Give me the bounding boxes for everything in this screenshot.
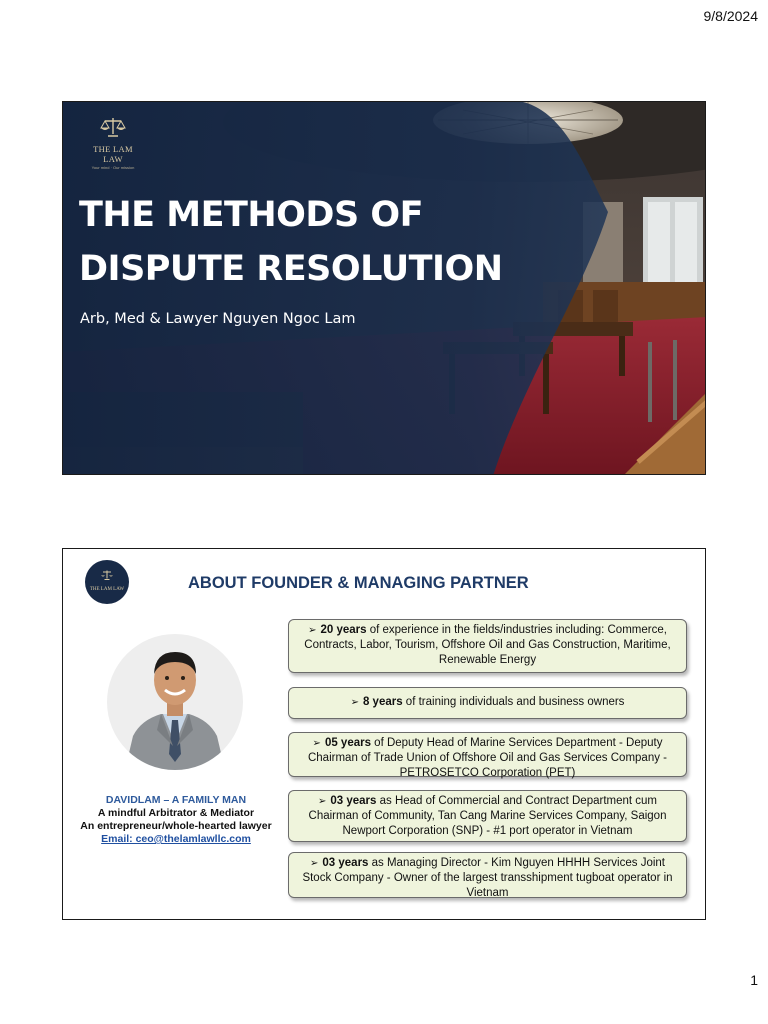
founder-slide <box>62 548 706 920</box>
item-years: 03 years <box>322 857 369 869</box>
page-date: 9/8/2024 <box>703 8 758 24</box>
experience-item <box>288 790 687 842</box>
founder-role-2: An entrepreneur/whole-hearted lawyer <box>80 820 272 832</box>
item-years: 03 years <box>330 795 377 807</box>
experience-item <box>288 852 687 898</box>
experience-item <box>288 732 687 777</box>
slide-subtitle: Arb, Med & Lawyer Nguyen Ngoc Lam <box>80 311 356 327</box>
title-slide <box>62 101 706 475</box>
item-text: of training individuals and business owners <box>402 696 625 708</box>
title-line-1: THE METHODS OF <box>79 195 424 235</box>
arrowhead-bullet-icon: ➢ <box>312 738 321 749</box>
item-years: 8 years <box>362 696 403 708</box>
arrowhead-bullet-icon: ➢ <box>308 625 317 636</box>
founder-portrait <box>107 634 243 770</box>
brand-tagline: Your mind · Our mission <box>91 165 135 170</box>
item-text: of experience in the fields/industries including: Commerce, Contracts, Labor, Tourism, Offshore Oil and Gas Construction, Maritime, Renewable Energy <box>304 624 671 666</box>
experience-item <box>288 687 687 719</box>
item-text: as Managing Director - Kim Nguyen HHHH Services Joint Stock Company - Owner of the largest transshipment tugboat operator in Vietnam <box>302 857 673 899</box>
item-years: 20 years <box>320 624 367 636</box>
firm-badge-logo <box>85 560 129 604</box>
brand-name: THE LAM LAW <box>93 144 133 164</box>
badge-name: THE LAM LAW <box>89 587 125 592</box>
item-years: 05 years <box>324 737 371 749</box>
title-line-2: DISPUTE RESOLUTION <box>79 249 503 289</box>
page-number: 1 <box>750 972 758 988</box>
item-text: as Head of Commercial and Contract Department cum Chairman of Community, Tan Cang Marine Services Company, Saigon Newport Corporation (SNP) - #1 port operator in Vietnam <box>308 795 667 837</box>
experience-item <box>288 619 687 673</box>
founder-role-1: A mindful Arbitrator & Mediator <box>97 807 255 819</box>
item-text: of Deputy Head of Marine Services Department - Deputy Chairman of Trade Union of Offshore Oil and Gas Services Company - PETROSETCO Corporation (PET) <box>307 737 667 779</box>
arrowhead-bullet-icon: ➢ <box>350 697 359 708</box>
section-title: ABOUT FOUNDER & MANAGING PARTNER <box>188 574 529 592</box>
portrait-image <box>107 634 243 770</box>
scales-of-justice-icon <box>100 569 114 581</box>
founder-caption <box>71 794 281 846</box>
scales-of-justice-icon <box>99 116 127 138</box>
brand-logo <box>83 116 143 170</box>
founder-email-link[interactable]: Email: ceo@thelamlawllc.com <box>101 833 251 845</box>
founder-name: DAVIDLAM – A FAMILY MAN <box>105 794 247 806</box>
arrowhead-bullet-icon: ➢ <box>310 858 319 869</box>
slide-title <box>79 188 503 296</box>
arrowhead-bullet-icon: ➢ <box>317 796 327 807</box>
